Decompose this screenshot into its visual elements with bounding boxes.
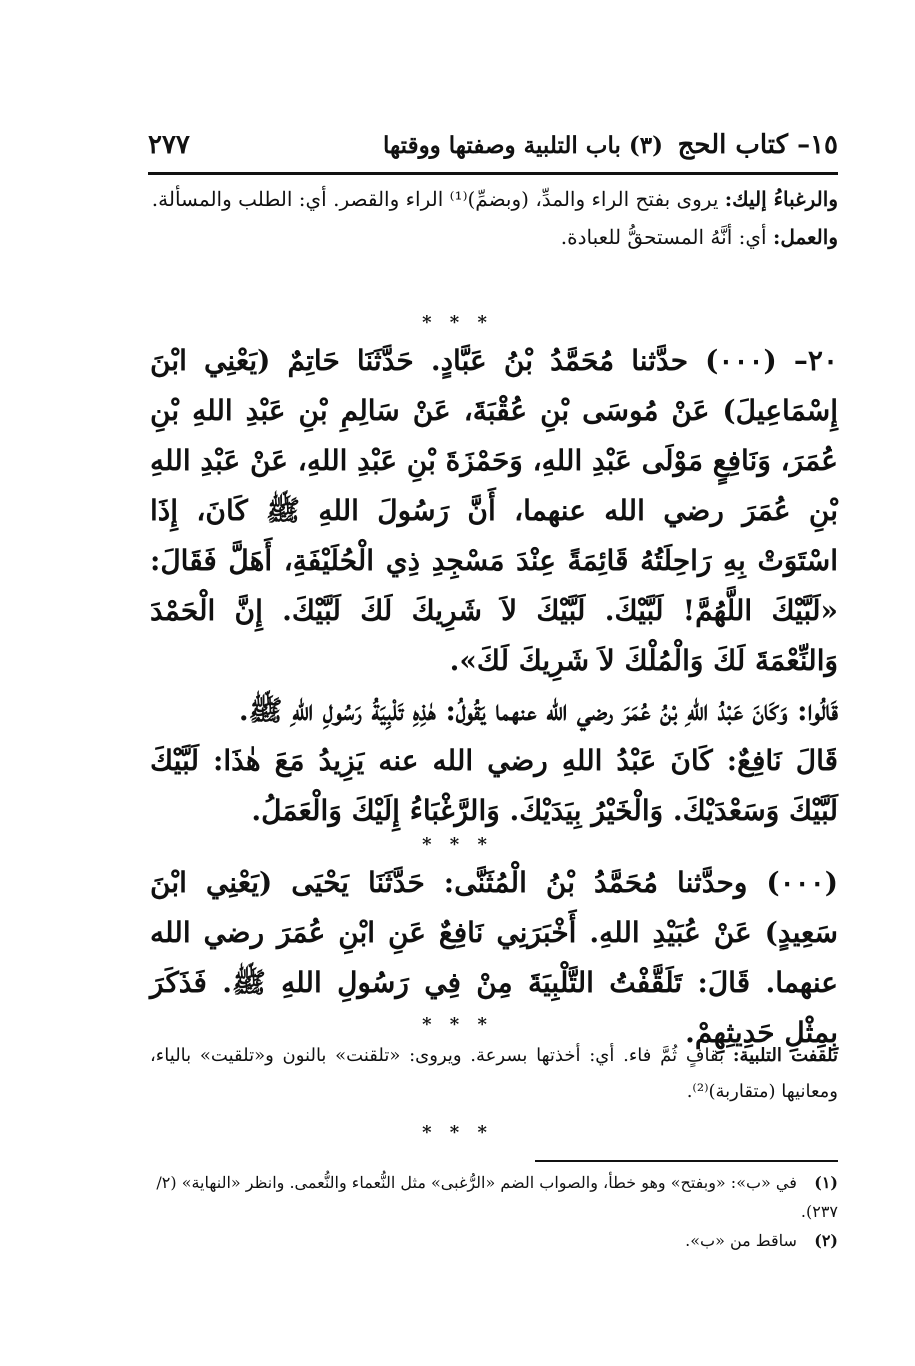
footnote-text: ساقط من «ب».: [685, 1231, 797, 1250]
definition-term: والعمل:: [772, 225, 838, 249]
definition-term: والرغباءُ إليك:: [724, 187, 838, 211]
note-term: تلقفت التلبية:: [732, 1045, 838, 1066]
footnote: [150, 1168, 838, 1226]
hadith-paragraph: ٢٠– (٠٠٠) حدَّثنا مُحَمَّدُ بْنُ عَبَّادٍ. حَدَّثَنَا حَاتِمٌ (يَعْنِي ابْنَ إِسْمَاعِيلَ) عَنْ مُوسَى بْنِ عُقْبَةَ، عَنْ سَالِمِ بْنِ عَبْدِ اللهِ بْنِ عُمَرَ، وَنَافِعٍ مَوْلَى عَبْدِ اللهِ، وَحَمْزَةَ بْنِ عَبْدِ اللهِ، عَنْ عَبْدِ اللهِ بْنِ عُمَرَ رضي الله عنهما، أَنَّ رَسُولَ اللهِ ﷺ كَانَ، إِذَا اسْتَوَتْ بِهِ رَاحِلَتُهُ قَائِمَةً عِنْدَ مَسْجِدِ ذِي الْحُلَيْفَةِ، أَهَلَّ فَقَالَ: «لَبَّيْكَ اللَّهُمَّ! لَبَّيْكَ. لَبَّيْكَ لاَ شَرِيكَ لَكَ لَبَّيْكَ. إِنَّ الْحَمْدَ وَالنِّعْمَةَ لَكَ وَالْمُلْكَ لاَ شَرِيكَ لَكَ».: [150, 344, 838, 677]
section-separator: * * *: [422, 1122, 493, 1143]
section-separator: * * *: [422, 1014, 493, 1035]
footnote-text: في «ب»: «وبفتح» وهو خطأ، والصواب الضم «الرُّغبى» مثل النُّعماء والنُّعمى. وانظر «النهاية» (٢/ ٢٣٧).: [156, 1173, 838, 1221]
definition-entry: [150, 218, 838, 256]
footnote-number: (٢): [814, 1231, 838, 1250]
hadith-paragraph: قَالَ نَافِعٌ: كَانَ عَبْدُ اللهِ رضي الله عنه يَزِيدُ مَعَ هٰذَا: لَبَّيْكَ لَبَّيْكَ وَسَعْدَيْكَ. وَالْخَيْرُ بِيَدَيْكَ. وَالرَّغْبَاءُ إِلَيْكَ وَالْعَمَلُ.: [150, 744, 838, 827]
page-number: ٢٧٧: [148, 130, 190, 160]
explanation-note: [150, 1038, 838, 1110]
note-text: بقافٍ ثُمَّ فاء. أي: أخذتها بسرعة. ويروى: «تلقنت» بالنون و«تلقيت» بالياء، ومعانيها (متقاربة)⁽²⁾.: [150, 1045, 838, 1102]
running-header: [148, 126, 838, 174]
footnote-number: (١): [814, 1173, 838, 1192]
section-separator: * * *: [422, 834, 493, 855]
hadith-block: [150, 336, 838, 836]
footnote-rule: [535, 1160, 838, 1162]
footnotes: [150, 1168, 838, 1255]
section-separator: * * *: [422, 312, 493, 333]
definition-text: يروى بفتح الراء والمدِّ، (وبضمِّ)⁽¹⁾ الراء والقصر. أي: الطلب والمسألة.: [151, 187, 719, 211]
hadith-paragraph: قَالُوا: وَكَانَ عَبْدُ اللهِ بْنُ عُمَرَ رضي الله عنهما يَقُولُ: هٰذِهِ تَلْبِيَةُ رَسُولِ اللهِ ﷺ.: [238, 694, 838, 727]
note-paragraph: [150, 1038, 838, 1110]
definitions-block: [150, 180, 838, 256]
chapter-title: ١٥– كتاب الحج: [677, 130, 838, 160]
header-rule: [148, 172, 838, 175]
footnote: [150, 1226, 838, 1255]
definition-entry: [150, 180, 838, 218]
definition-text: أي: أنَّهُ المستحقُّ للعبادة.: [560, 225, 767, 249]
hadith-paragraph: (٠٠٠) وحدَّثنا مُحَمَّدُ بْنُ الْمُثَنَّى: حَدَّثَنَا يَحْيَى (يَعْنِي ابْنَ سَعِيدٍ) عَنْ عُبَيْدِ اللهِ. أَخْبَرَنِي نَافِعٌ عَنِ ابْنِ عُمَرَ رضي الله عنهما. قَالَ: تَلَقَّفْتُ التَّلْبِيَةَ مِنْ فِي رَسُولِ اللهِ ﷺ. فَذَكَرَ بِمِثْلِ حَدِيثِهِمْ.: [150, 866, 838, 1049]
section-title: (٣) باب التلبية وصفتها ووقتها: [383, 132, 663, 159]
